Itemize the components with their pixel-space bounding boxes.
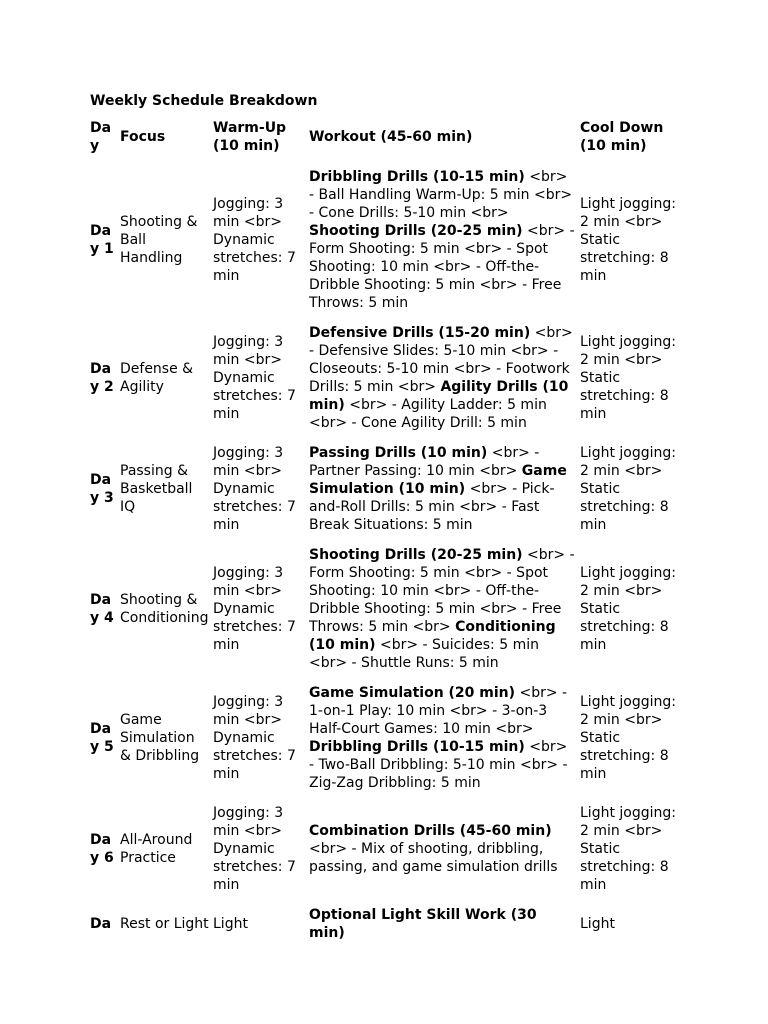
warmup-cell: Jogging: 3 min <br> Dynamic stretches: 7 min [213,334,296,422]
workout-section-heading: Game Simulation (20 min) [309,685,516,701]
cooldown-cell: Light jogging: 2 min <br> Static stretching: 8 min [580,334,676,422]
header-focus: Focus [120,129,166,145]
day-cell: Da [90,916,112,932]
cooldown-cell: Light jogging: 2 min <br> Static stretching: 8 min [580,565,676,653]
header-warmup: Warm-Up (10 min) [213,120,287,154]
workout-detail-text: <br> - Form Shooting: 5 min <br> - Spot Shooting: 10 min <br> - Off-the-Dribble Shooting: 5 min <br> - Free Throws: 5 min <br> [309,547,575,635]
warmup-cell: Jogging: 3 min <br> Dynamic stretches: 7 min [213,694,296,782]
workout-section-heading: Game Simulation (10 min) [309,463,567,497]
workout-detail-text: <br> - Mix of shooting, dribbling, passing, and game simulation drills [309,841,558,875]
workout-section-heading: Dribbling Drills (10-15 min) [309,169,525,185]
workout-cell [307,438,578,540]
day-cell: Day 6 [90,832,114,866]
workout-detail-text: <br> - Form Shooting: 5 min <br> - Spot Shooting: 10 min <br> - Off-the-Dribble Shooting: 5 min <br> - Free Throws: 5 min [309,223,575,311]
focus-cell: Passing & Basketball IQ [120,463,193,515]
workout-section-heading: Shooting Drills (20-25 min) [309,223,523,239]
workout-cell [307,540,578,678]
cooldown-cell: Light jogging: 2 min <br> Static stretching: 8 min [580,196,676,284]
day-cell: Day 3 [90,472,114,506]
workout-section-heading: Conditioning (10 min) [309,619,556,653]
table-row [88,318,684,438]
focus-cell: Game Simulation & Dribbling [120,712,200,764]
header-workout: Workout (45-60 min) [309,129,473,145]
workout-detail-text: <br> - Agility Ladder: 5 min <br> - Cone Agility Drill: 5 min [309,397,547,431]
workout-cell [307,318,578,438]
table-row [88,438,684,540]
workout-detail-text: <br> - Pick-and-Roll Drills: 5 min <br> - Fast Break Situations: 5 min [309,481,555,533]
table-row [88,900,684,948]
workout-detail-text: <br> - Partner Passing: 10 min <br> [309,445,540,479]
workout-detail-text: <br> - Two-Ball Dribbling: 5-10 min <br> - Zig-Zag Dribbling: 5 min [309,739,568,791]
workout-detail-text: <br> - Ball Handling Warm-Up: 5 min <br> - Cone Drills: 5-10 min <br> [309,169,573,221]
warmup-cell: Jogging: 3 min <br> Dynamic stretches: 7 min [213,565,296,653]
focus-cell: Shooting & Ball Handling [120,214,198,266]
focus-cell: Rest or Light [120,916,209,932]
workout-section-heading: Combination Drills (45-60 min) [309,823,552,839]
workout-section-heading: Passing Drills (10 min) [309,445,488,461]
warmup-cell: Jogging: 3 min <br> Dynamic stretches: 7 min [213,445,296,533]
cooldown-cell: Light [580,916,615,932]
workout-detail-text: <br> - Defensive Slides: 5-10 min <br> - Closeouts: 5-10 min <br> - Footwork Drills: 5 min <br> [309,325,573,395]
table-row [88,678,684,798]
table-row [88,162,684,318]
workout-section-heading: Optional Light Skill Work (30 min) [309,907,537,941]
day-cell: Day 2 [90,361,114,395]
workout-section-heading: Defensive Drills (15-20 min) [309,325,531,341]
workout-detail-text: <br> - Suicides: 5 min <br> - Shuttle Runs: 5 min [309,637,539,671]
focus-cell: Shooting & Conditioning [120,592,209,626]
focus-cell: All-Around Practice [120,832,193,866]
document-title: Weekly Schedule Breakdown [90,93,318,109]
warmup-cell: Light [213,916,248,932]
table-row [88,798,684,900]
workout-cell [307,678,578,798]
workout-section-heading: Agility Drills (10 min) [309,379,569,413]
day-cell: Day 1 [90,223,114,257]
workout-detail-text: <br> - 1-on-1 Play: 10 min <br> - 3-on-3 Half-Court Games: 10 min <br> [309,685,568,737]
workout-section-heading: Shooting Drills (20-25 min) [309,547,523,563]
cooldown-cell: Light jogging: 2 min <br> Static stretching: 8 min [580,445,676,533]
cooldown-cell: Light jogging: 2 min <br> Static stretching: 8 min [580,694,676,782]
cooldown-cell: Light jogging: 2 min <br> Static stretching: 8 min [580,805,676,893]
day-cell: Day 4 [90,592,114,626]
workout-cell [307,900,578,948]
focus-cell: Defense & Agility [120,361,194,395]
schedule-table [88,117,684,948]
header-day: Day [90,120,112,154]
table-row [88,540,684,678]
table-header-row [88,117,684,162]
workout-section-heading: Dribbling Drills (10-15 min) [309,739,525,755]
workout-cell [307,162,578,318]
warmup-cell: Jogging: 3 min <br> Dynamic stretches: 7 min [213,805,296,893]
workout-cell [307,798,578,900]
schedule-body [88,162,684,948]
warmup-cell: Jogging: 3 min <br> Dynamic stretches: 7 min [213,196,296,284]
header-cooldown: Cool Down (10 min) [580,120,664,154]
day-cell: Day 5 [90,721,114,755]
